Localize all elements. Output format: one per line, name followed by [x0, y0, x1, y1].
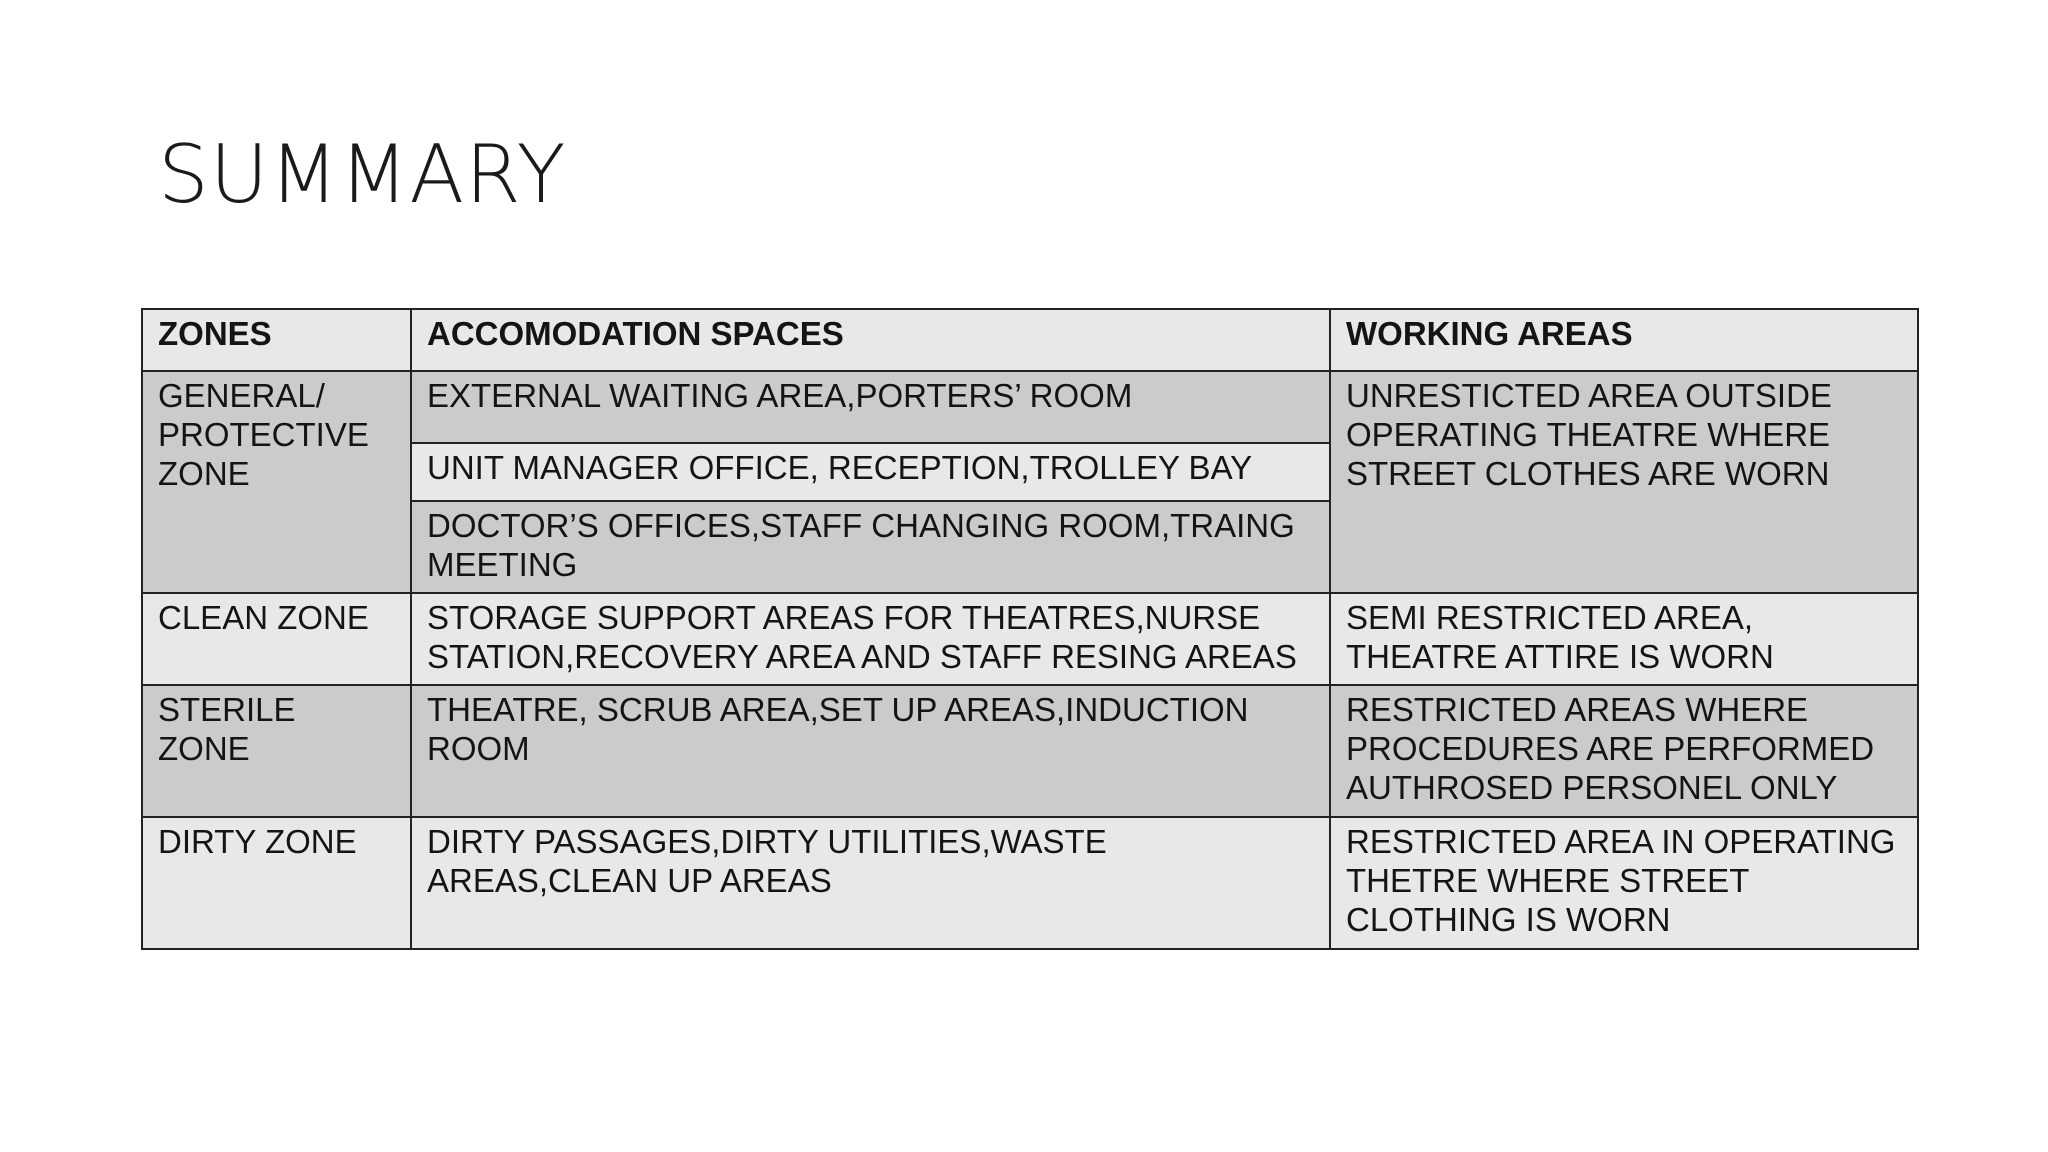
summary-table	[141, 308, 1919, 950]
table-header-row	[142, 309, 1918, 371]
table-row-sterile	[142, 685, 1918, 817]
cell-spaces-general-3: DOCTOR’S OFFICES,STAFF CHANGING ROOM,TRAING MEETING	[411, 501, 1330, 593]
slide-title: SUMMARY	[158, 128, 567, 221]
header-working-areas: WORKING AREAS	[1330, 309, 1918, 371]
cell-zone-clean: CLEAN ZONE	[142, 593, 411, 685]
cell-zone-general: GENERAL/ PROTECTIVE ZONE	[142, 371, 411, 593]
cell-area-general: UNRESTICTED AREA OUTSIDE OPERATING THEATRE WHERE STREET CLOTHES ARE WORN	[1330, 371, 1918, 593]
cell-spaces-dirty: DIRTY PASSAGES,DIRTY UTILITIES,WASTE AREAS,CLEAN UP AREAS	[411, 817, 1330, 949]
cell-area-clean: SEMI RESTRICTED AREA, THEATRE ATTIRE IS WORN	[1330, 593, 1918, 685]
table-row-dirty	[142, 817, 1918, 949]
cell-spaces-general-1: EXTERNAL WAITING AREA,PORTERS’ ROOM	[411, 371, 1330, 443]
table-row-clean	[142, 593, 1918, 685]
header-accommodation-spaces: ACCOMODATION SPACES	[411, 309, 1330, 371]
cell-area-dirty: RESTRICTED AREA IN OPERATING THETRE WHERE STREET CLOTHING IS WORN	[1330, 817, 1918, 949]
cell-spaces-sterile: THEATRE, SCRUB AREA,SET UP AREAS,INDUCTION ROOM	[411, 685, 1330, 817]
cell-zone-sterile: STERILE ZONE	[142, 685, 411, 817]
cell-spaces-general-2: UNIT MANAGER OFFICE, RECEPTION,TROLLEY BAY	[411, 443, 1330, 501]
cell-area-sterile: RESTRICTED AREAS WHERE PROCEDURES ARE PERFORMED AUTHROSED PERSONEL ONLY	[1330, 685, 1918, 817]
cell-zone-dirty: DIRTY ZONE	[142, 817, 411, 949]
table-row-general	[142, 371, 1918, 443]
header-zones: ZONES	[142, 309, 411, 371]
cell-spaces-clean: STORAGE SUPPORT AREAS FOR THEATRES,NURSE STATION,RECOVERY AREA AND STAFF RESING AREAS	[411, 593, 1330, 685]
